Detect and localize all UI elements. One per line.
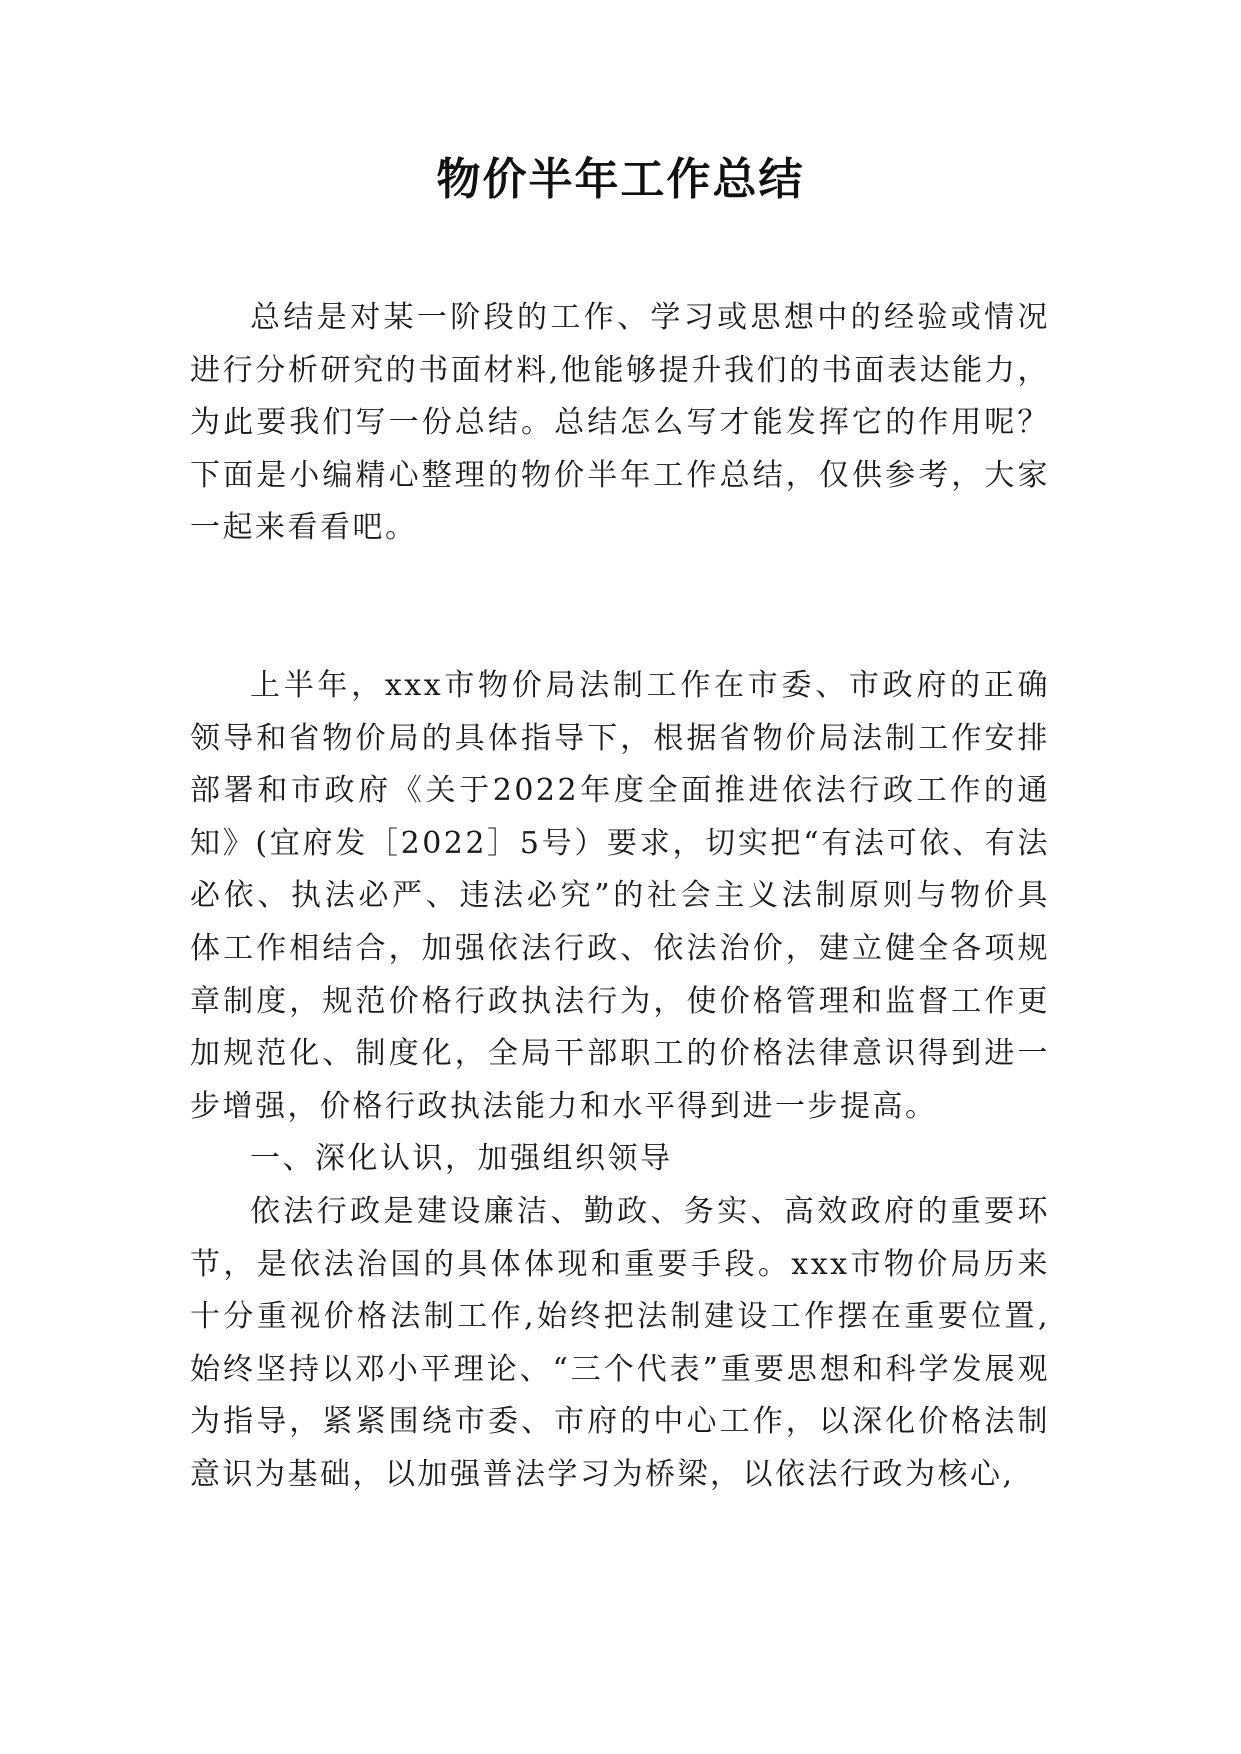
document-body — [190, 292, 1050, 1501]
section-heading: 一、深化认识，加强组织领导 — [250, 1141, 673, 1177]
intro-paragraph: 总结是对某一阶段的工作、学习或思想中的经验或情况进行分析研究的书面材料,他能够提升我们的书面表达能力，为此要我们写一份总结。总结怎么写才能发挥它的作用呢？下面是小编精心整理的物价半年工作总结，仅供参考，大家一起来看看吧。 — [190, 300, 1050, 546]
summary-paragraph: 上半年，xxx市物价局法制工作在市委、市政府的正确领导和省物价局的具体指导下，根据省物价局法制工作安排部署和市政府《关于2022年度全面推进依法行政工作的通知》(宜府发［2022］5号）要求，切实把“有法可依、有法必依、执法必严、违法必究”的社会主义法制原则与物价具体工作相结合，加强依法行政、依法治价，建立健全各项规章制度，规范价格行政执法行为，使价格管理和监督工作更加规范化、制度化，全局干部职工的价格法律意识得到进一步增强，价格行政执法能力和水平得到进一步提高。 — [190, 667, 1050, 1124]
section-paragraph: 依法行政是建设廉洁、勤政、务实、高效政府的重要环节，是依法治国的具体体现和重要手段。xxx市物价局历来十分重视价格法制工作,始终把法制建设工作摆在重要位置,始终坚持以邓小平理论、“三个代表”重要思想和科学发展观为指导，紧紧围绕市委、市府的中心工作，以深化价格法制意识为基础，以加强普法学习为桥梁，以依法行政为核心, — [190, 1193, 1050, 1492]
paragraph-spacer — [190, 555, 1050, 660]
document-title: 物价半年工作总结 — [436, 154, 805, 205]
